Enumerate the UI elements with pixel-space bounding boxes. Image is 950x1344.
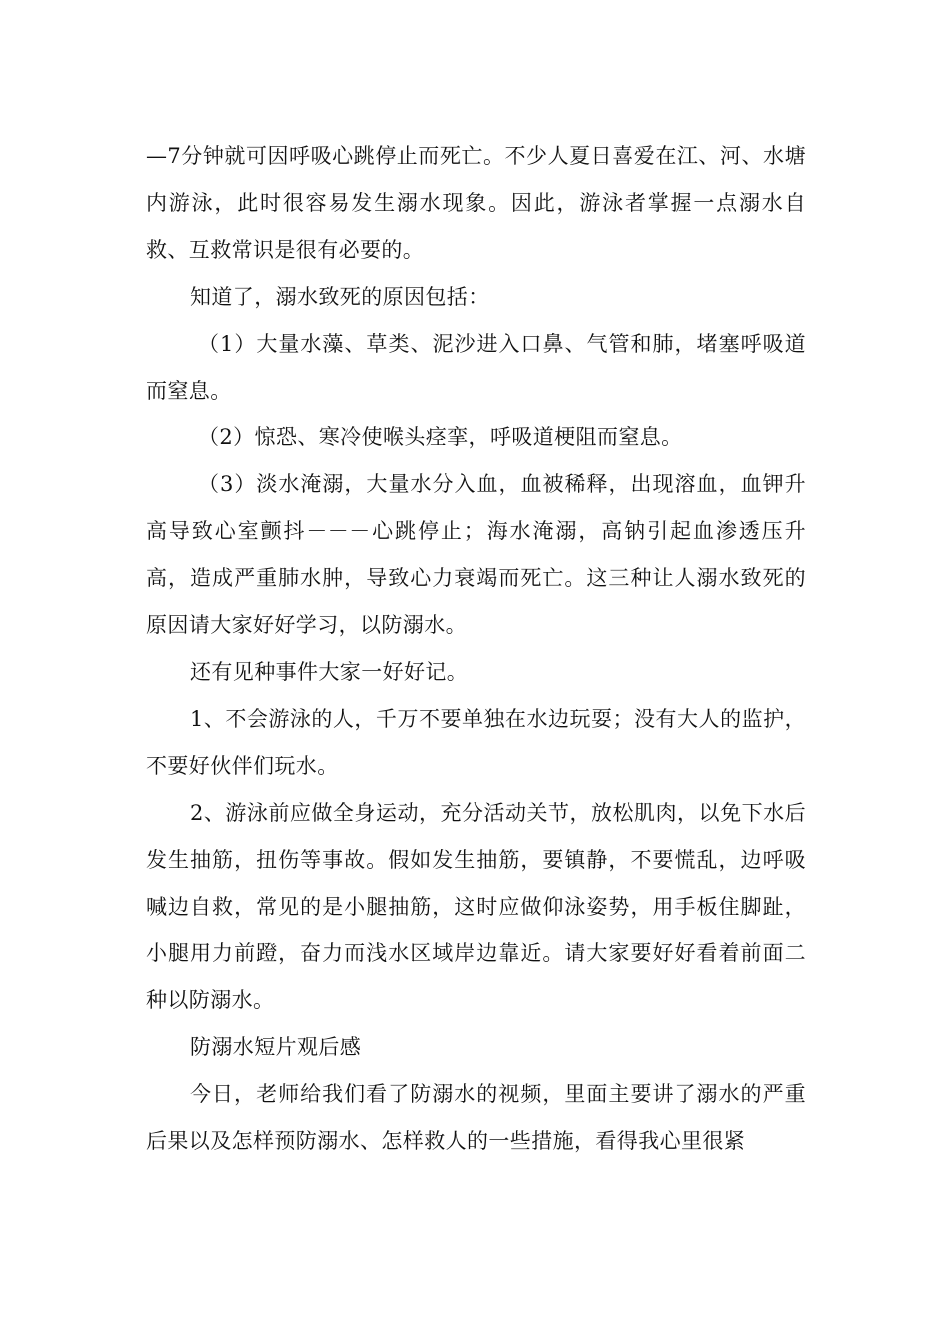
- section-title: 防溺水短片观后感: [190, 1035, 362, 1060]
- paragraph-causes-heading: 知道了，溺水致死的原因包括：: [190, 284, 490, 309]
- paragraph-reflection: 今日，老师给我们看了防溺水的视频，里面主要讲了溺水的严重后果以及怎样预防溺水、怎样救人的一些措施，看得我心里很紧: [146, 1082, 806, 1154]
- document-body: [146, 133, 806, 1165]
- paragraph-rule-1: 1、不会游泳的人，千万不要单独在水边玩耍；没有大人的监护，不要好伙伴们玩水。: [146, 706, 806, 778]
- paragraph-reminder-heading: 还有见种事件大家一好好记。: [190, 659, 469, 684]
- paragraph-cause-2: （2）惊恐、寒冷使喉头痉挛，呼吸道梗阻而窒息。: [198, 425, 683, 450]
- paragraph-cause-1: （1）大量水藻、草类、泥沙进入口鼻、气管和肺，堵塞呼吸道而窒息。: [146, 331, 806, 403]
- paragraph-cause-3: （3）淡水淹溺，大量水分入血，血被稀释，出现溶血，血钾升高导致心室颤抖－－－心跳停止；海水淹溺，高钠引起血渗透压升高，造成严重肺水肿，导致心力衰竭而死亡。这三种让人溺水致死的原因请大家好好学习，以防溺水。: [146, 472, 806, 638]
- paragraph-drowning-intro: —7分钟就可因呼吸心跳停止而死亡。不少人夏日喜爱在江、河、水塘内游泳，此时很容易发生溺水现象。因此，游泳者掌握一点溺水自救、互救常识是很有必要的。: [146, 144, 806, 262]
- paragraph-rule-2: 2、游泳前应做全身运动，充分活动关节，放松肌肉，以免下水后发生抽筋，扭伤等事故。假如发生抽筋，要镇静，不要慌乱，边呼吸喊边自救，常见的是小腿抽筋，这时应做仰泳姿势，用手板住脚趾，小腿用力前蹬，奋力而浅水区域岸边靠近。请大家要好好看着前面二种以防溺水。: [146, 800, 806, 1013]
